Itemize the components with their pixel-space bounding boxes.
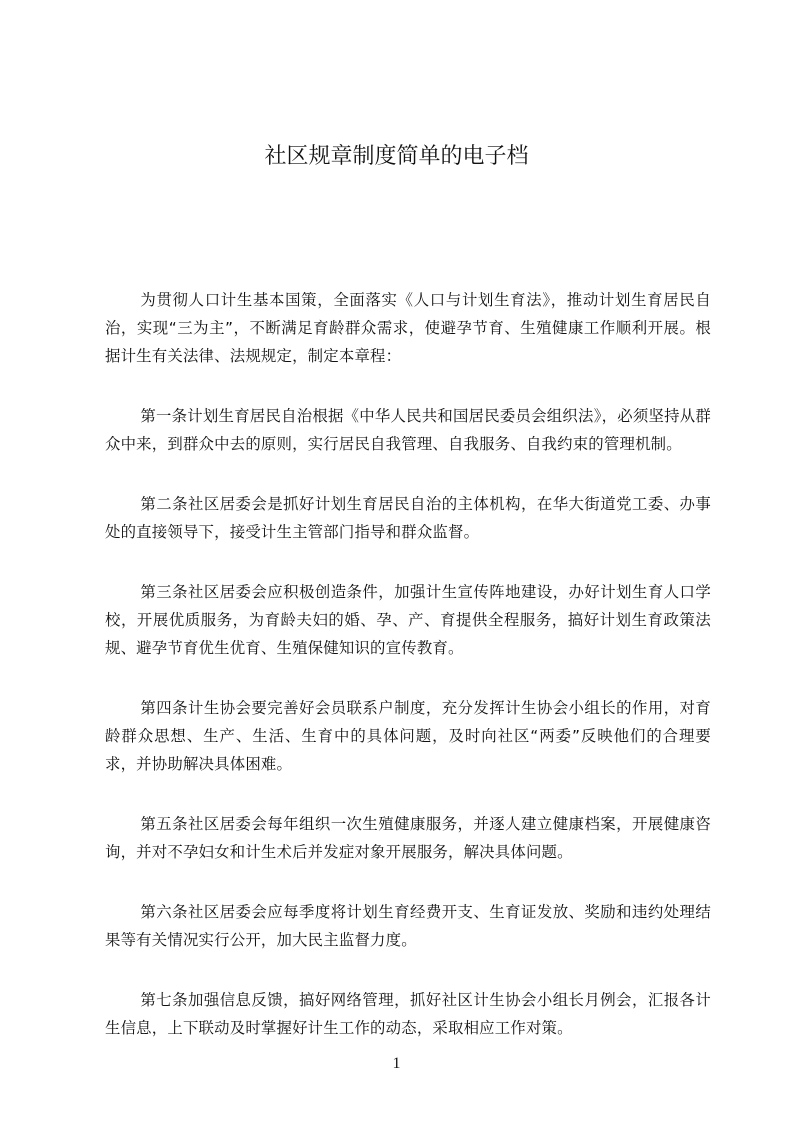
paragraph-article-5: 第五条社区居委会每年组织一次生殖健康服务，并逐人建立健康档案，开展健康咨询，并对不孕妇女和计生术后并发症对象开展服务，解决具体问题。 xyxy=(105,815,711,861)
paragraph-article-3: 第三条社区居委会应积极创造条件，加强计生宣传阵地建设，办好计划生育人口学校，开展优质服务，为育龄夫妇的婚、孕、产、育提供全程服务，搞好计划生育政策法规、避孕节育优生优育、生殖保健知识的宣传教育。 xyxy=(105,583,711,657)
paragraph-article-7: 第七条加强信息反馈，搞好网络管理，抓好社区计生协会小组长月例会，汇报各计生信息，上下联动及时掌握好计生工作的动态，采取相应工作对策。 xyxy=(105,991,711,1037)
document-title: 社区规章制度简单的电子档 xyxy=(264,144,529,169)
paragraph-article-1: 第一条计划生育居民自治根据《中华人民共和国居民委员会组织法》，必须坚持从群众中来，到群众中去的原则，实行居民自我管理、自我服务、自我约束的管理机制。 xyxy=(105,407,711,453)
paragraph-article-2: 第二条社区居委会是抓好计划生育居民自治的主体机构，在华大街道党工委、办事处的直接领导下，接受计生主管部门指导和群众监督。 xyxy=(105,495,711,541)
document-body xyxy=(105,286,711,1042)
page-number: 1 xyxy=(392,1055,401,1072)
paragraph-article-6: 第六条社区居委会应每季度将计划生育经费开支、生育证发放、奖励和违约处理结果等有关情况实行公开，加大民主监督力度。 xyxy=(105,903,711,949)
paragraph-article-4: 第四条计生协会要完善好会员联系户制度，充分发挥计生协会小组长的作用，对育龄群众思想、生产、生活、生育中的具体问题，及时向社区“两委”反映他们的合理要求，并协助解决具体困难。 xyxy=(105,699,711,773)
paragraph-preamble: 为贯彻人口计生基本国策，全面落实《人口与计划生育法》，推动计划生育居民自治，实现“三为主”，不断满足育龄群众需求，使避孕节育、生殖健康工作顺利开展。根据计生有关法律、法规规定，制定本章程： xyxy=(105,291,711,365)
